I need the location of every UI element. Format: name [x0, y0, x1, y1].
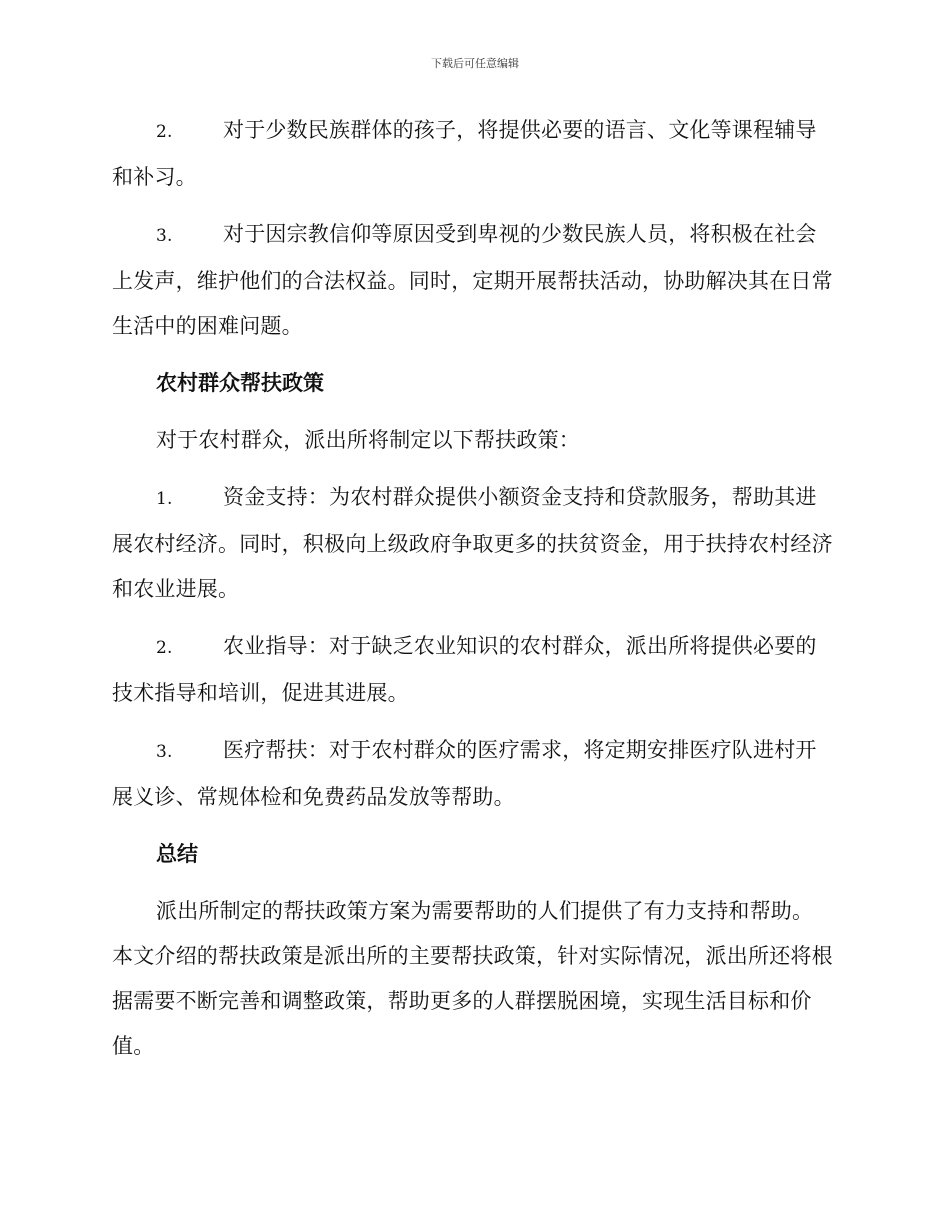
list-item — [112, 624, 834, 716]
section-intro: 对于农村群众，派出所将制定以下帮扶政策： — [156, 428, 580, 452]
header-note: 下载后可任意编辑 — [431, 57, 519, 70]
section-heading-rural: 农村群众帮扶政策 — [156, 371, 324, 395]
list-item-number: 1. — [156, 489, 173, 509]
list-item-text: 资金支持：为农村群众提供小额资金支持和贷款服务，帮助其进展农村经济。同时，积极向上级政府争取更多的扶贫资金，用于扶持农村经济和农业进展。 — [112, 485, 833, 601]
list-item-number: 2. — [156, 122, 173, 142]
list-item-number: 3. — [156, 742, 173, 762]
list-item-text: 医疗帮扶：对于农村群众的医疗需求，将定期安排医疗队进村开展义诊、常规体检和免费药品发放等帮助。 — [112, 738, 817, 809]
list-item — [112, 108, 834, 200]
list-item-number: 2. — [156, 638, 173, 658]
list-item-number: 3. — [156, 226, 173, 246]
list-item — [112, 728, 834, 820]
summary-paragraph: 派出所制定的帮扶政策方案为需要帮助的人们提供了有力支持和帮助。本文介绍的帮扶政策是派出所的主要帮扶政策，针对实际情况，派出所还将根据需要不断完善和调整政策，帮助更多的人群摆脱困境，实现生活目标和价值。 — [112, 899, 833, 1058]
list-item — [112, 212, 834, 349]
list-item-text: 农业指导：对于缺乏农业知识的农村群众，派出所将提供必要的技术指导和培训，促进其进展。 — [112, 634, 817, 705]
section-heading-summary: 总结 — [156, 842, 198, 866]
list-item — [112, 475, 834, 612]
list-item-text: 对于因宗教信仰等原因受到卑视的少数民族人员，将积极在社会上发声，维护他们的合法权益。同时，定期开展帮扶活动，协助解决其在日常生活中的困难问题。 — [112, 222, 833, 338]
document-body — [112, 108, 834, 1081]
list-item-text: 对于少数民族群体的孩子，将提供必要的语言、文化等课程辅导和补习。 — [112, 118, 817, 189]
